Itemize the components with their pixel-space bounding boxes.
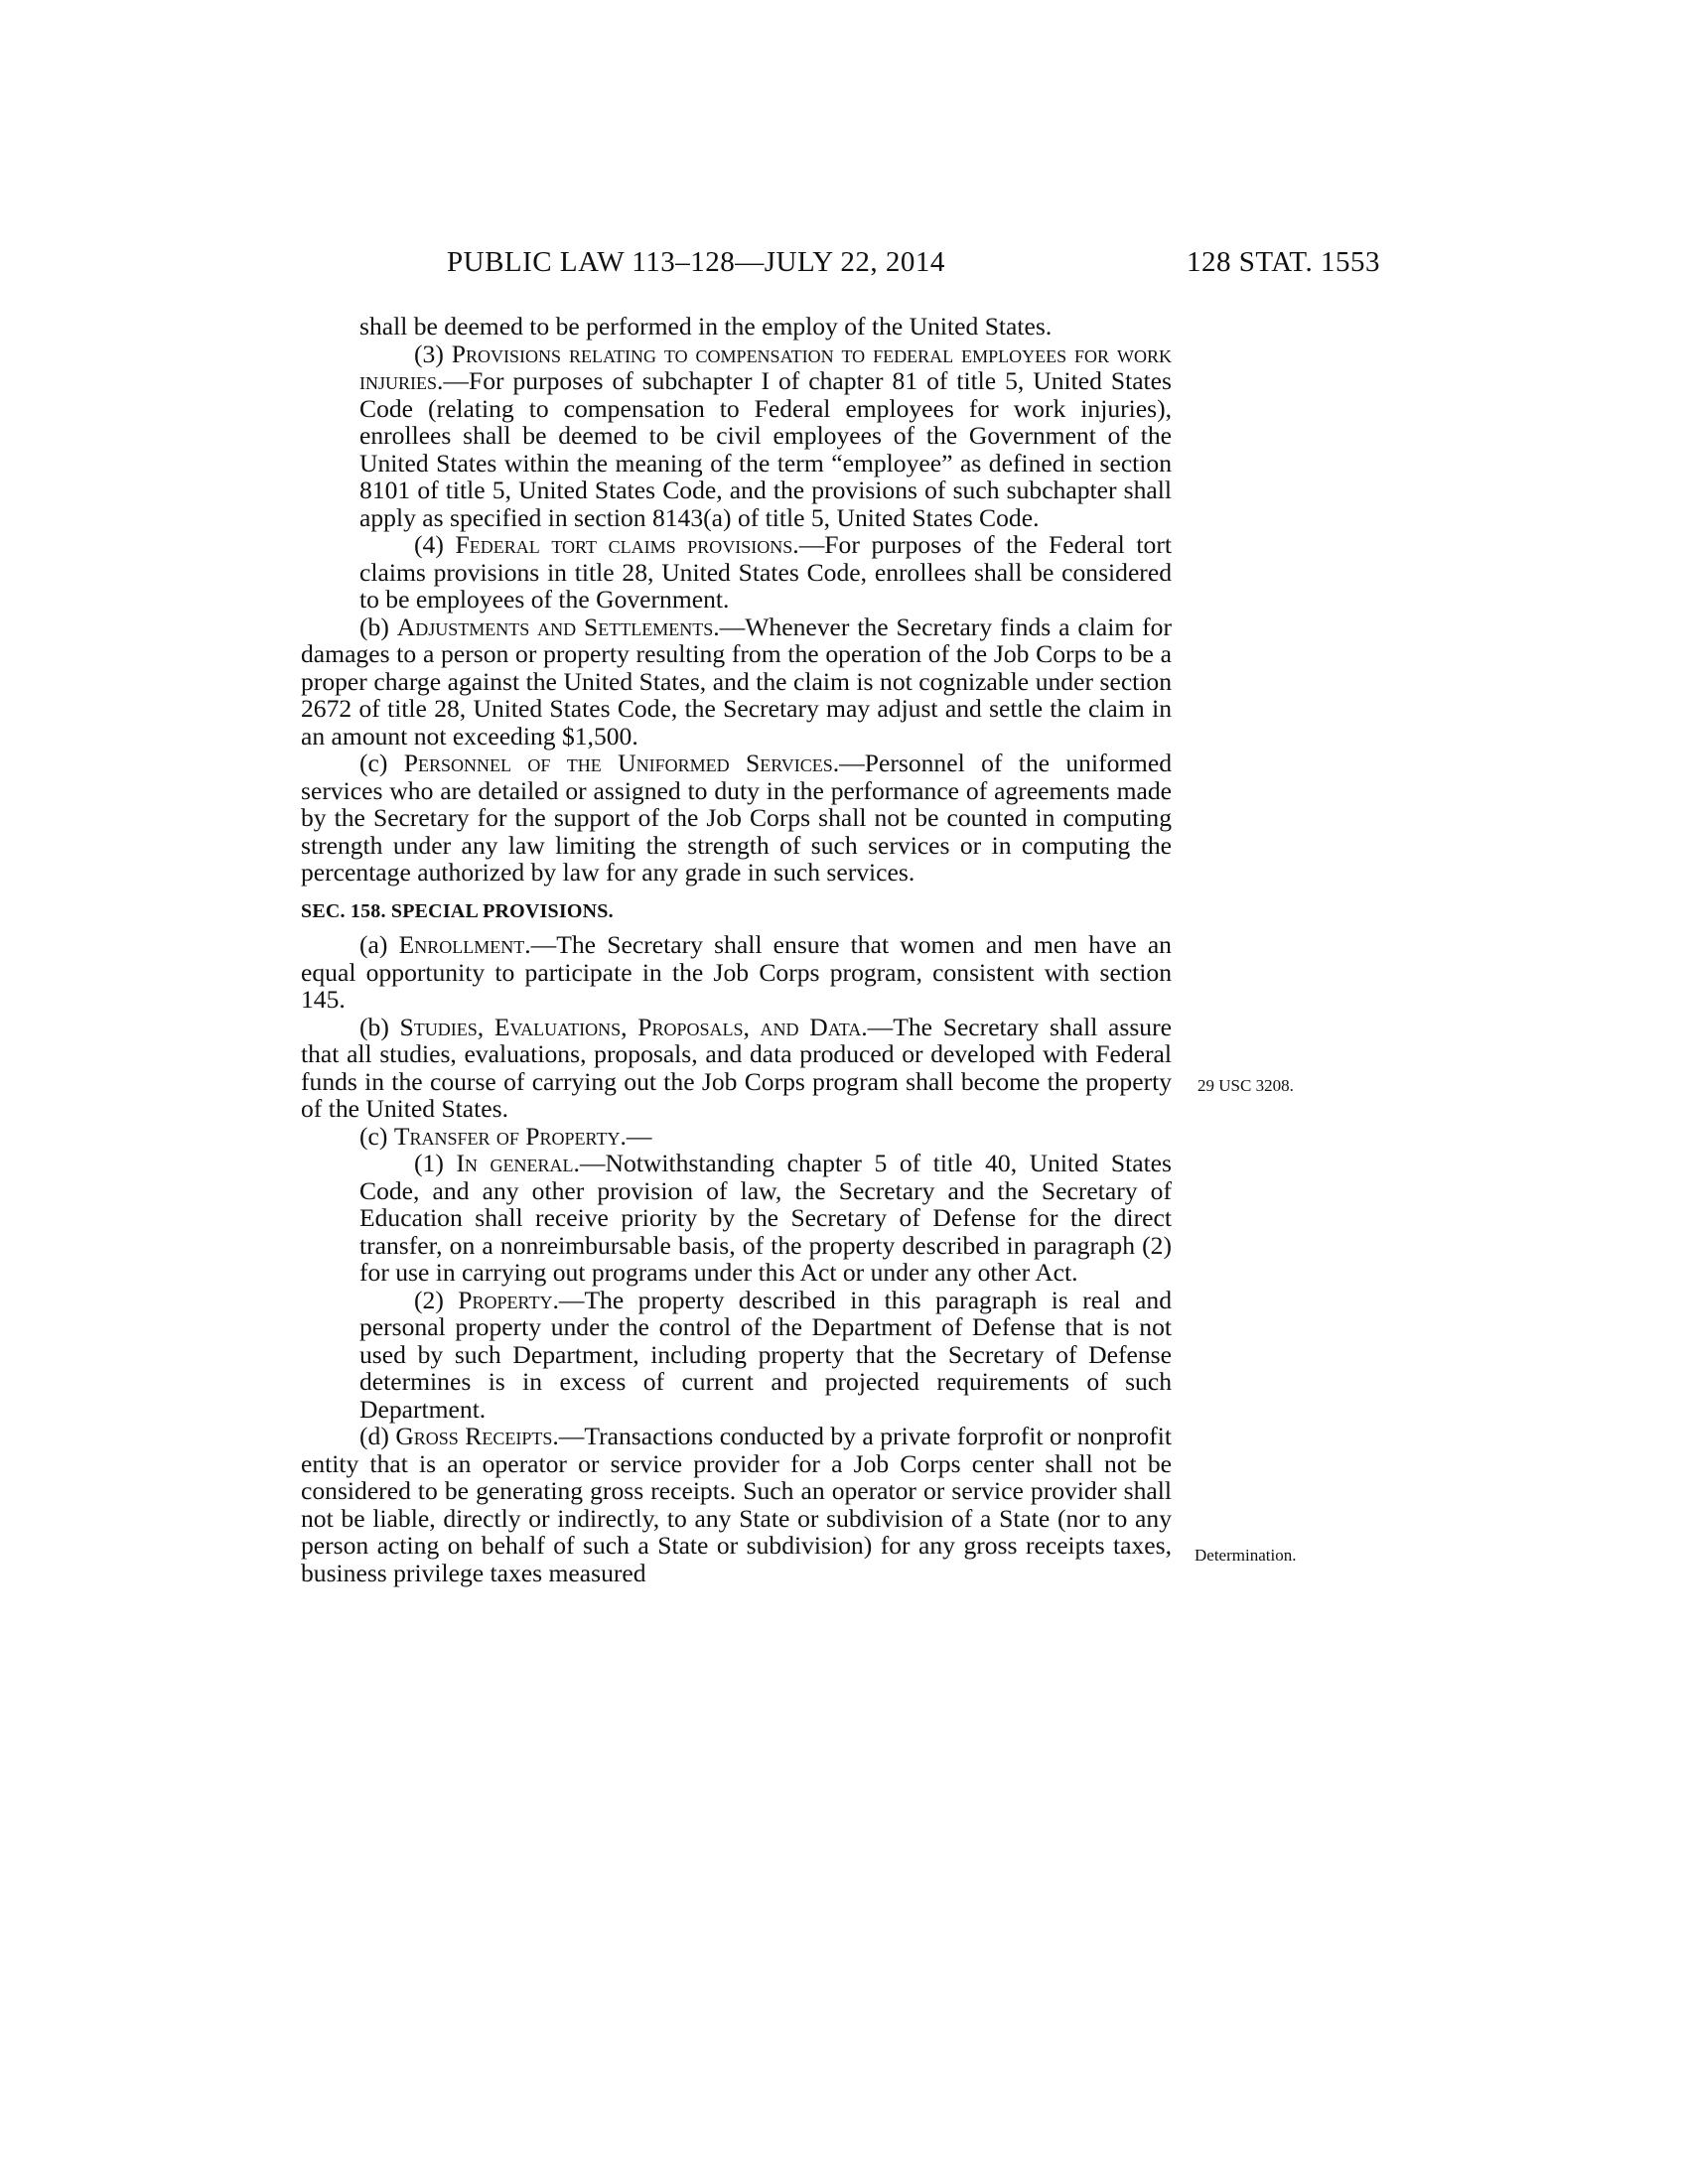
paragraph-heading: Personnel of the Uniformed Services. — [403, 749, 840, 777]
paragraph-heading: Studies, Evaluations, Proposals, and Data. — [399, 1012, 868, 1041]
section-158-a: (a) Enrollment.—The Secretary shall ensure that women and men have an equal opportunity to participate in the Job Corps program, consistent with section 145. — [301, 930, 1172, 1014]
paragraph-heading: Property. — [458, 1285, 559, 1314]
header-public-law: PUBLIC LAW 113–128—JULY 22, 2014 — [447, 246, 945, 278]
paragraph-continuation: shall be deemed to be performed in the employ of the United States. — [359, 312, 1053, 341]
header-stat-page: 128 STAT. 1553 — [1186, 246, 1380, 278]
paragraph-heading: Federal tort claims provisions. — [455, 530, 799, 559]
running-header — [447, 246, 1380, 290]
paragraph-a4: (4) Federal tort claims provisions.—For purposes of the Federal tort claims provisions in title 28, United States Code, enrollees shall be considered to be employees of the Government. — [359, 530, 1172, 614]
section-158-c2: (2) Property.—The property described in this paragraph is real and personal property under the control of the Department of Defense that is not used by such Department, including property that the Secretary of Defense determines is in excess of current and projected requirements of such Department. — [359, 1285, 1172, 1424]
section-heading: SEC. 158. SPECIAL PROVISIONS. — [301, 899, 614, 922]
paragraph-c: (c) Personnel of the Uniformed Services.—Personnel of the uniformed services who are detailed or assigned to duty in the performance of agreements made by the Secretary for the support of the Job Corps shall not be counted in computing strength under any law limiting the strength of such services or in computing the percentage authorized by law for any grade in such services. — [301, 749, 1172, 887]
paragraph-heading: Enrollment. — [398, 930, 531, 959]
section-158-c: (c) Transfer of Property.— — [359, 1121, 652, 1151]
section-158-b: (b) Studies, Evaluations, Proposals, and Data.—The Secretary shall assure that all studies, evaluations, proposals, and data produced or developed with Federal funds in the course of carrying out the Job Corps program shall become the property of the United States. — [301, 1012, 1172, 1123]
paragraph-b: (b) Adjustments and Settlements.—Whenever the Secretary finds a claim for damages to a person or property resulting from the operation of the Job Corps to be a proper charge against the United States, and the claim is not cognizable under section 2672 of title 28, United States Code, the Secretary may adjust and settle the claim in an amount not exceeding $1,500. — [301, 612, 1172, 751]
paragraph-heading: In general. — [456, 1149, 580, 1177]
paragraph-heading: Provisions relating to compensation to federal employees for work injuries. — [359, 339, 1172, 395]
paragraph-a3: (3) Provisions relating to compensation to federal employees for work injuries.—For purposes of subchapter I of chapter 81 of title 5, United States Code (relating to compensation to Federal employees for work injuries), enrollees shall be deemed to be civil employees of the Government of the United States within the meaning of the term “employee” as defined in section 8101 of title 5, United States Code, and the provisions of such subchapter shall apply as specified in section 8143(a) of title 5, United States Code. — [359, 339, 1172, 532]
margin-note-usc: 29 USC 3208. — [1197, 1076, 1294, 1095]
document-body — [301, 313, 1172, 1586]
paragraph-heading: Adjustments and Settlements. — [396, 612, 720, 641]
paragraph-heading: Gross Receipts. — [395, 1422, 559, 1450]
margin-note-determination: Determination. — [1195, 1546, 1297, 1565]
section-158-c1: (1) In general.—Notwithstanding chapter 5 of title 40, United States Code, and any other provision of law, the Secretary and the Secretary of Education shall receive priority by the Secretary of Defense for the direct transfer, on a nonreimbursable basis, of the property described in paragraph (2) for use in carrying out programs under this Act or under any other Act. — [359, 1149, 1172, 1287]
paragraph-heading: Transfer of Property. — [393, 1121, 627, 1151]
section-158-d: (d) Gross Receipts.—Transactions conducted by a private forprofit or nonprofit entity that is an operator or service provider for a Job Corps center shall not be considered to be generating gross receipts. Such an operator or service provider shall not be liable, directly or indirectly, to any State or subdivision of a State (nor to any person acting on behalf of such a State or subdivision) for any gross receipts taxes, business privilege taxes measured — [301, 1422, 1172, 1587]
